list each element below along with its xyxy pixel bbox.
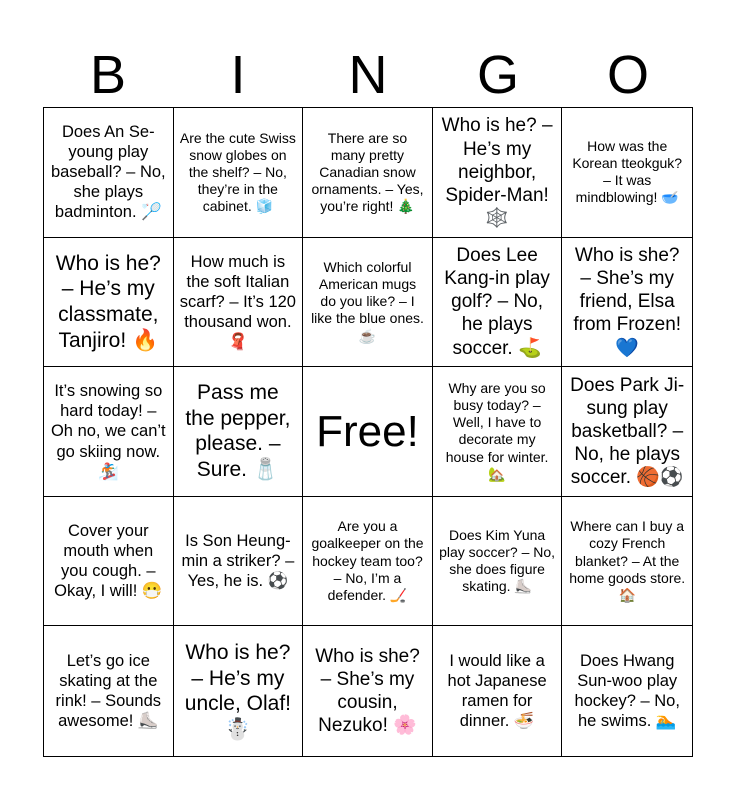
header-letter-g: G [476, 45, 519, 105]
bingo-cell[interactable]: How much is the soft Italian scarf? – It’s 120 thousand won. 🧣 [174, 238, 304, 368]
bingo-cell[interactable]: Who is he? – He’s my neighbor, Spider-Man! 🕸️ [433, 108, 563, 238]
bingo-cell[interactable]: Does Kim Yuna play soccer? – No, she does figure skating. ⛸️ [433, 497, 563, 627]
bingo-cell[interactable]: I would like a hot Japanese ramen for dinner. 🍜 [433, 626, 563, 756]
bingo-cell[interactable]: Which colorful American mugs do you like? – I like the blue ones. ☕ [303, 238, 433, 368]
bingo-cell[interactable]: Why are you so busy today? – Well, I have to decorate my house for winter. 🏡 [433, 367, 563, 497]
bingo-cell[interactable]: There are so many pretty Canadian snow ornaments. – Yes, you’re right! 🎄 [303, 108, 433, 238]
header-letter-b: B [89, 45, 127, 105]
bingo-cell[interactable]: Is Son Heung-min a striker? – Yes, he is. ⚽ [174, 497, 304, 627]
bingo-cell[interactable]: Does Park Ji-sung play basketball? – No, he plays soccer. 🏀⚽ [562, 367, 692, 497]
header-letter-i: I [230, 45, 246, 105]
bingo-cell[interactable]: Are you a goalkeeper on the hockey team too? – No, I’m a defender. 🏒 [303, 497, 433, 627]
bingo-header [43, 44, 693, 106]
bingo-cell[interactable]: Does Hwang Sun-woo play hockey? – No, he swims. 🏊 [574, 651, 680, 731]
bingo-cell[interactable]: Who is she? – She’s my friend, Elsa from Frozen! 💙 [562, 238, 692, 368]
bingo-grid [43, 107, 693, 757]
bingo-cell[interactable]: How was the Korean tteokguk? – It was mindblowing! 🥣 [562, 108, 692, 238]
bingo-cell[interactable]: Who is he? – He’s my classmate, Tanjiro! 🔥 [44, 238, 174, 368]
bingo-cell[interactable]: Pass me the pepper, please. – Sure. 🧂 [174, 367, 304, 497]
bingo-cell[interactable]: Where can I buy a cozy French blanket? – At the home goods store. 🏠 [562, 497, 692, 627]
bingo-cell[interactable]: Let’s go ice skating at the rink! – Sounds awesome! ⛸️ [44, 626, 174, 756]
bingo-cell[interactable]: Does Lee Kang-in play golf? – No, he plays soccer. ⛳ [433, 238, 563, 368]
header-letter-n: N [348, 45, 388, 105]
header-letter-o: O [606, 45, 649, 105]
bingo-cell[interactable]: Cover your mouth when you cough. – Okay, I will! 😷 [44, 497, 174, 627]
bingo-cell[interactable]: Who is she? – She’s my cousin, Nezuko! 🌸 [303, 626, 433, 756]
bingo-cell[interactable]: Who is he? – He’s my uncle, Olaf! ☃️ [174, 626, 304, 756]
bingo-cell[interactable]: It’s snowing so hard today! – Oh no, we can’t go skiing now. 🏂 [44, 367, 174, 497]
free-space[interactable]: Free! [303, 367, 433, 497]
bingo-cell[interactable]: Are the cute Swiss snow globes on the shelf? – No, they’re in the cabinet. 🧊 [174, 108, 304, 238]
bingo-cell[interactable]: Does An Se-young play baseball? – No, she plays badminton. 🏸 [44, 108, 174, 238]
